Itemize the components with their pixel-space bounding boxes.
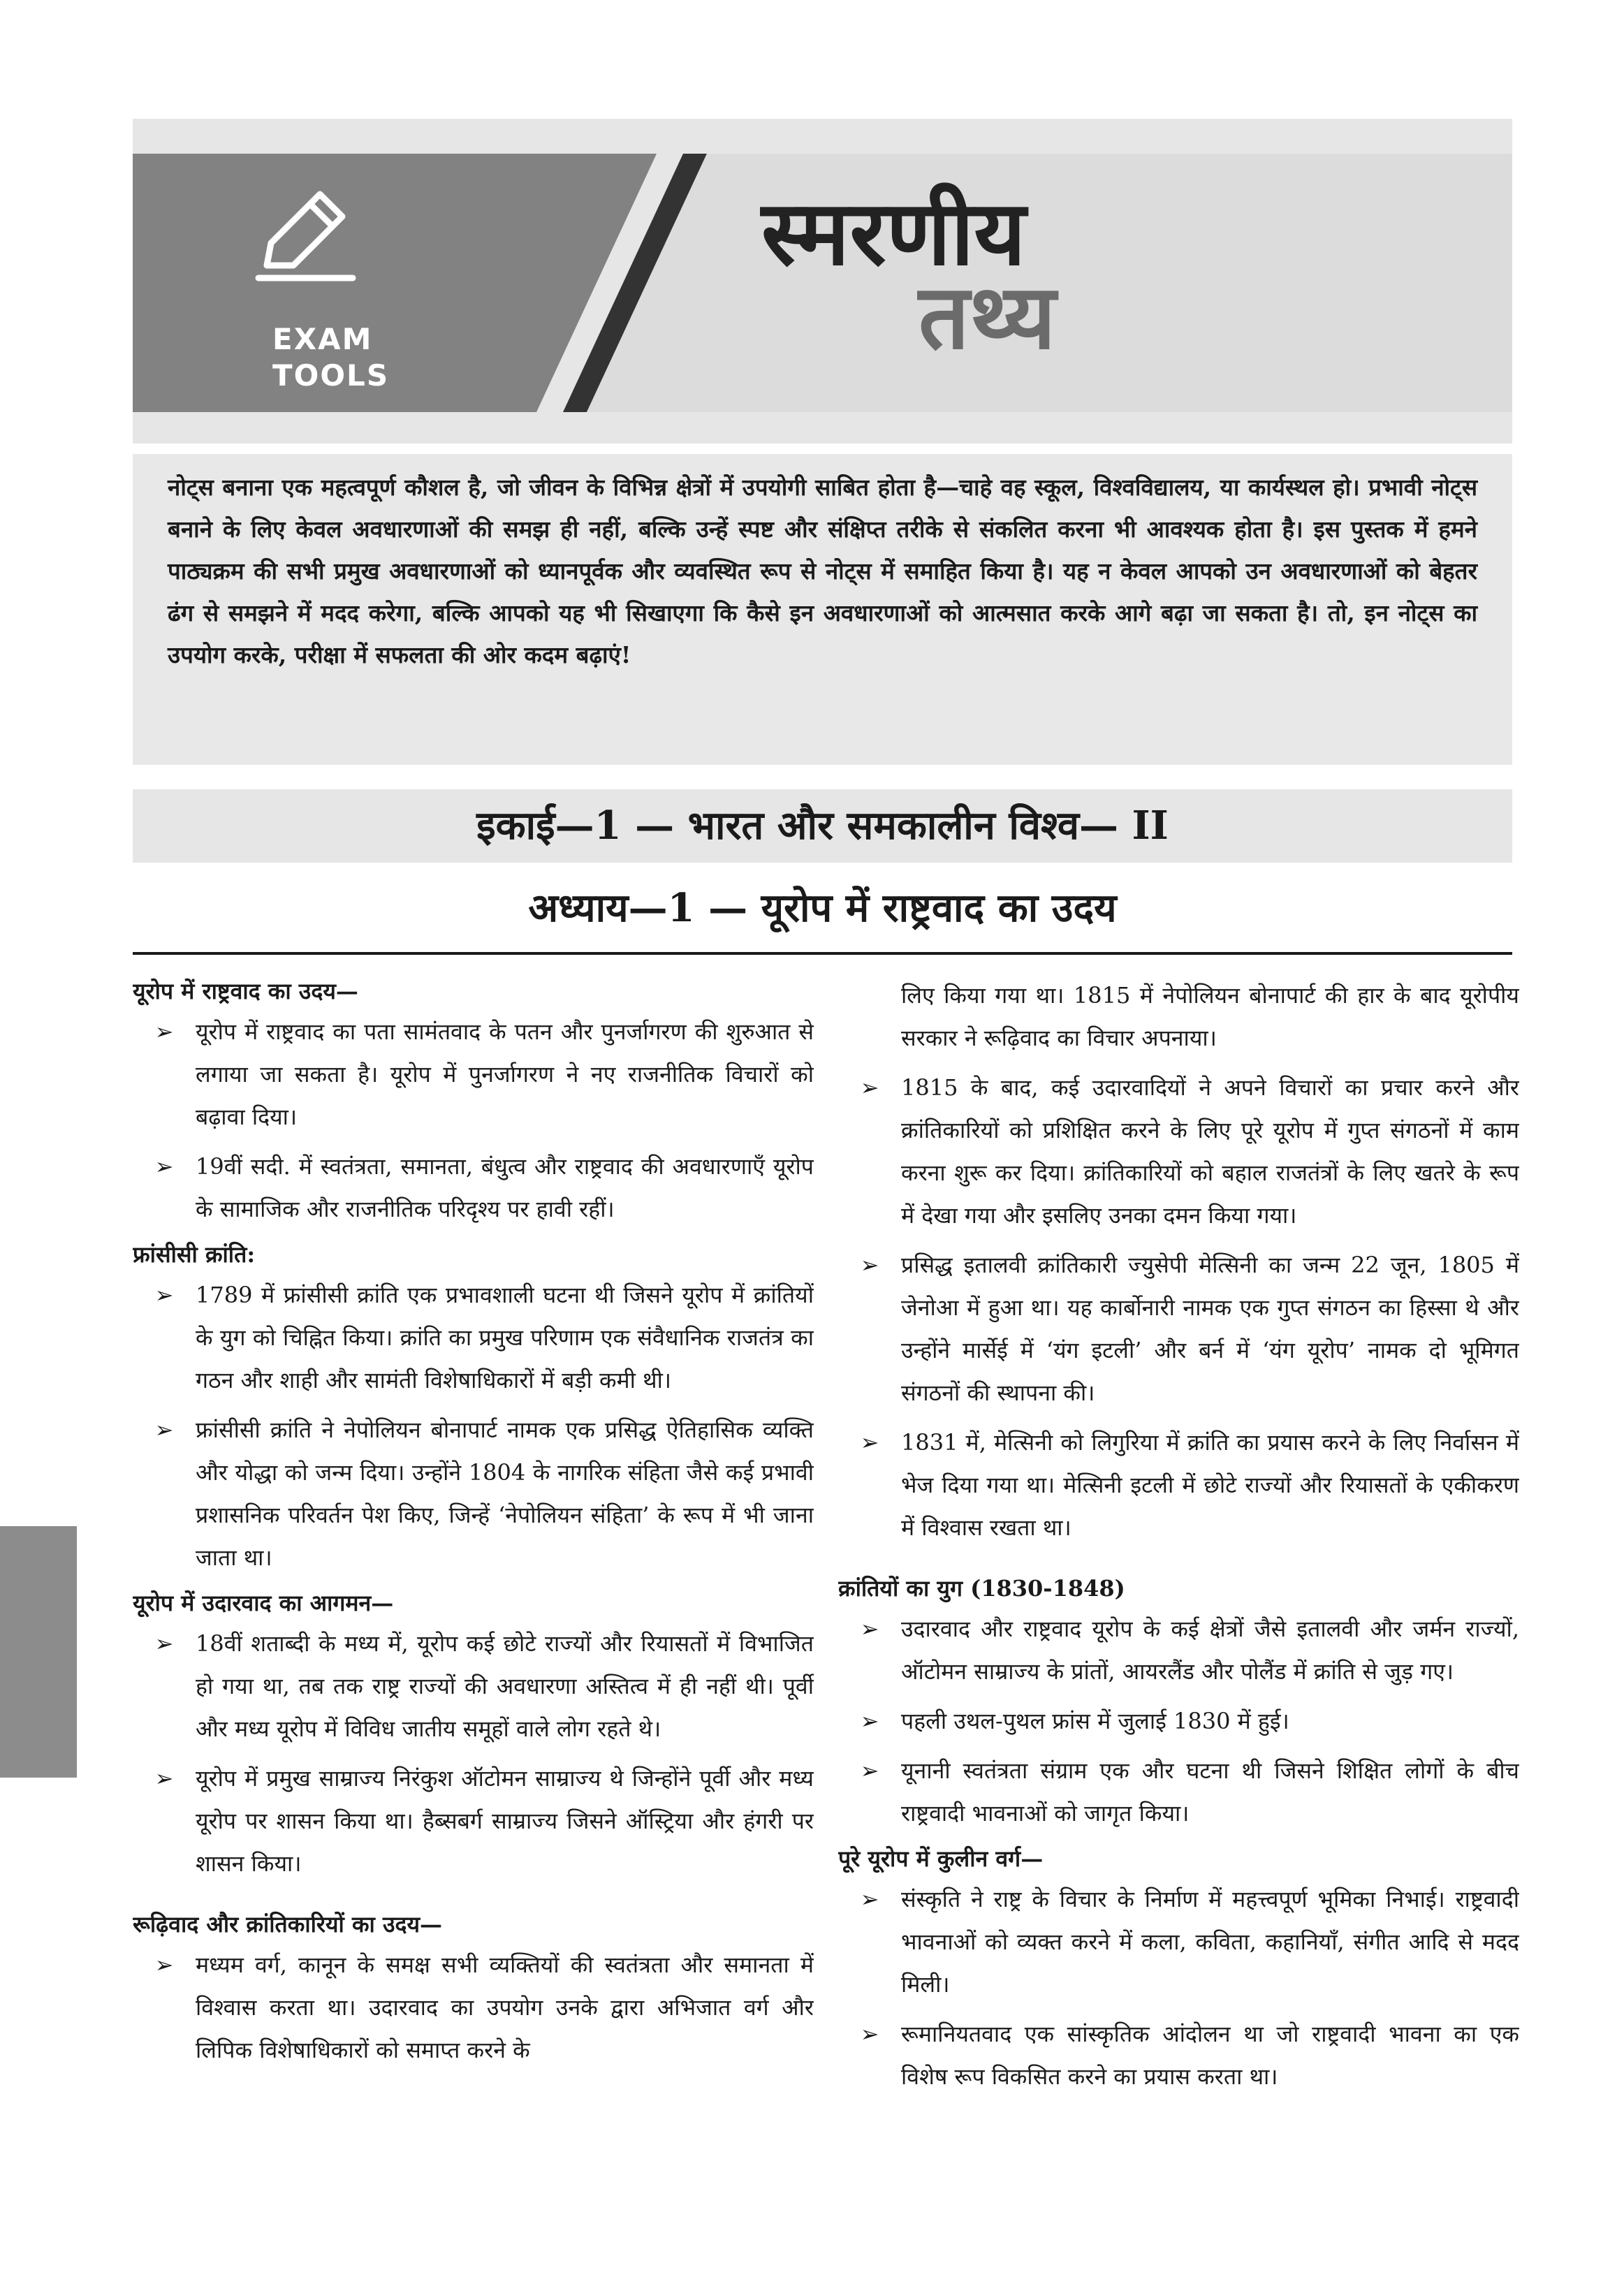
side-thumb-tab <box>0 1526 77 1778</box>
bullet-item <box>838 1244 1519 1414</box>
bullet-item <box>133 1409 814 1579</box>
spacer <box>838 1556 1519 1572</box>
page-title-line2: तथ्य <box>919 265 1056 369</box>
bullet-item <box>838 1750 1519 1835</box>
pencil-edit-icon <box>251 189 360 286</box>
bullet-text: 1789 में फ्रांसीसी क्रांति एक प्रभावशाली घटना थी जिसने यूरोप में क्रांतियों के युग को चिह्नित किया। क्रांति का प्रमुख परिणाम एक संवैधानिक राजतंत्र का गठन और शाही और सामंती विशेषाधिकारों में बड़ी कमी थी। <box>196 1282 814 1393</box>
arrow-bullet-icon: ➢ <box>860 1757 879 1784</box>
bullet-text: फ्रांसीसी क्रांति ने नेपोलियन बोनापार्ट नामक एक प्रसिद्ध ऐतिहासिक व्यक्ति और योद्धा को जन्म दिया। उन्होंने 1804 के नागरिक संहिता जैसे कई प्रभावी प्रशासनिक परिवर्तन पेश किए, जिन्हें ‘नेपोलियन संहिता’ के रूप में भी जाना जाता था। <box>196 1416 814 1571</box>
section-heading: यूरोप में उदारवाद का आगमन— <box>133 1590 394 1616</box>
arrow-bullet-icon: ➢ <box>860 1708 879 1734</box>
bullet-text: मध्यम वर्ग, कानून के समक्ष सभी व्यक्तियों की स्वतंत्रता और समानता में विश्वास करता था। उदारवाद का उपयोग उनके द्वारा अभिजात वर्ग और लिपिक विशेषाधिकारों को समाप्त करने के <box>196 1952 814 2063</box>
bullet-item <box>133 1011 814 1139</box>
bullet-item <box>133 1274 814 1402</box>
page-title-line1: स्मरणीय <box>761 182 1026 286</box>
arrow-bullet-icon: ➢ <box>154 1630 174 1657</box>
bullet-item <box>838 1067 1519 1237</box>
unit-title: इकाई—1 — भारत और समकालीन विश्व— II <box>133 789 1512 863</box>
section-heading: पूरे यूरोप में कुलीन वर्ग— <box>838 1845 1044 1872</box>
bullet-text: 19वीं सदी. में स्वतंत्रता, समानता, बंधुत्व और राष्ट्रवाद की अवधारणाएँ यूरोप के सामाजिक और राजनीतिक परिदृश्य पर हावी रहीं। <box>196 1153 814 1222</box>
continued-text: लिए किया गया था। 1815 में नेपोलियन बोनापार्ट की हार के बाद यूरोपीय सरकार ने रूढ़िवाद का विचार अपनाया। <box>901 982 1519 1051</box>
section-heading: यूरोप में राष्ट्रवाद का उदय— <box>133 978 358 1004</box>
arrow-bullet-icon: ➢ <box>154 1153 174 1180</box>
bullet-text: संस्कृति ने राष्ट्र के विचार के निर्माण में महत्त्वपूर्ण भूमिका निभाई। राष्ट्रवादी भावनाओं को व्यक्त करने में कला, कविता, कहानियाँ, संगीत आदि से मदद मिली। <box>901 1886 1519 1998</box>
arrow-bullet-icon: ➢ <box>860 1616 879 1642</box>
title-divider <box>133 952 1512 955</box>
chapter-title: अध्याय—1 — यूरोप में राष्ट्रवाद का उदय <box>528 885 1117 931</box>
bullet-text: 18वीं शताब्दी के मध्य में, यूरोप कई छोटे राज्यों और रियासतों में विभाजित हो गया था, तब तक राष्ट्र राज्यों की अवधारणा अस्तित्व में ही नहीं थी। पूर्वी और मध्य यूरोप में विविध जातीय समूहों वाले लोग रहते थे। <box>196 1630 814 1742</box>
arrow-bullet-icon: ➢ <box>154 1282 174 1308</box>
bullet-item <box>838 1421 1519 1549</box>
bullet-text: रूमानियतवाद एक सांस्कृतिक आंदोलन था जो राष्ट्रवादी भावना का एक विशेष रूप विकसित करने का प्रयास करता था। <box>901 2021 1519 2090</box>
bullet-item <box>838 2013 1519 2098</box>
left-column <box>133 974 814 2260</box>
right-column <box>838 974 1519 2260</box>
bullet-text: 1815 के बाद, कई उदारवादियों ने अपने विचारों का प्रचार करने और क्रांतिकारियों को प्रशिक्षित करने के लिए पूरे यूरोप में गुप्त संगठनों में काम करना शुरू कर दिया। क्रांतिकारियों को बहाल राजतंत्रों के लिए खतरे के रूप में देखा गया और इसलिए उनका दमन किया गया। <box>901 1074 1519 1229</box>
intro-box <box>133 454 1512 765</box>
bullet-item <box>838 1878 1519 2006</box>
header-banner <box>133 119 1512 444</box>
bullet-item <box>838 1700 1519 1743</box>
arrow-bullet-icon: ➢ <box>860 1429 879 1456</box>
arrow-bullet-icon: ➢ <box>154 1018 174 1045</box>
section-heading: रूढ़िवाद और क्रांतिकारियों का उदय— <box>133 1911 443 1938</box>
badge-line-tools: TOOLS <box>272 358 390 393</box>
arrow-bullet-icon: ➢ <box>154 1416 174 1443</box>
intro-paragraph: नोट्स बनाना एक महत्वपूर्ण कौशल है, जो जीवन के विभिन्न क्षेत्रों में उपयोगी साबित होता है—चाहे वह स्कूल, विश्वविद्यालय, या कार्यस्थल हो। प्रभावी नोट्स बनाने के लिए केवल अवधारणाओं की समझ ही नहीं, बल्कि उन्हें स्पष्ट और संक्षिप्त तरीके से संकलित करना भी आवश्यक होता है। इस पुस्तक में हमने पाठ्यक्रम की सभी प्रमुख अवधारणाओं को ध्यानपूर्वक और व्यवस्थित रूप से नोट्स में समाहित किया है। यह न केवल आपको उन अवधारणाओं को बेहतर ढंग से समझने में मदद करेगा, बल्कि आपको यह भी सिखाएगा कि कैसे इन अवधारणाओं को आत्मसात करके आगे बढ़ा जा सकता है। तो, इन नोट्स का उपयोग करके, परीक्षा में सफलता की ओर कदम बढ़ाएं! <box>168 474 1477 668</box>
arrow-bullet-icon: ➢ <box>154 1952 174 1978</box>
arrow-bullet-icon: ➢ <box>860 1252 879 1278</box>
bullet-item <box>133 1145 814 1231</box>
arrow-bullet-icon: ➢ <box>860 1074 879 1101</box>
bullet-item <box>133 1623 814 1750</box>
bullet-text: पहली उथल-पुथल फ्रांस में जुलाई 1830 में हुई। <box>901 1708 1289 1734</box>
section-heading: क्रांतियों का युग (1830-1848) <box>838 1575 1125 1602</box>
arrow-bullet-icon: ➢ <box>154 1765 174 1792</box>
arrow-bullet-icon: ➢ <box>860 2021 879 2047</box>
bullet-text: यूनानी स्वतंत्रता संग्राम एक और घटना थी जिसने शिक्षित लोगों के बीच राष्ट्रवादी भावनाओं को जागृत किया। <box>901 1757 1519 1827</box>
arrow-bullet-icon: ➢ <box>860 1886 879 1912</box>
bullet-text: यूरोप में प्रमुख साम्राज्य निरंकुश ऑटोमन साम्राज्य थे जिन्होंने पूर्वी और मध्य यूरोप पर शासन किया था। हैब्सबर्ग साम्राज्य जिसने ऑस्ट्रिया और हंगरी पर शासन किया। <box>196 1765 814 1877</box>
section-heading: फ्रांसीसी क्रांति: <box>133 1241 256 1268</box>
bullet-text: 1831 में, मेत्सिनी को लिगुरिया में क्रांति का प्रयास करने के लिए निर्वासन में भेज दिया गया था। मेत्सिनी इटली में छोटे राज्यों और रियासतों के एकीकरण में विश्वास रखता था। <box>901 1429 1519 1541</box>
bullet-item <box>838 1608 1519 1693</box>
bullet-text: उदारवाद और राष्ट्रवाद यूरोप के कई क्षेत्रों जैसे इतालवी और जर्मन राज्यों, ऑटोमन साम्राज्य के प्रांतों, आयरलैंड और पोलैंड में क्रांति से जुड़ गए। <box>901 1616 1519 1685</box>
exam-tools-badge <box>272 321 389 394</box>
bullet-text: प्रसिद्ध इतालवी क्रांतिकारी ज्युसेपी मेत्सिनी का जन्म 22 जून, 1805 में जेनोआ में हुआ था। यह कार्बोनारी नामक एक गुप्त संगठन का हिस्सा थे और उन्होंने मार्सेई में ‘यंग इटली’ और बर्न में ‘यंग यूरोप’ नामक दो भूमिगत संगठनों की स्थापना की। <box>901 1252 1519 1406</box>
bullet-text: यूरोप में राष्ट्रवाद का पता सामंतवाद के पतन और पुनर्जागरण की शुरुआत से लगाया जा सकता है। यूरोप में पुनर्जागरण ने नए राजनीतिक विचारों को बढ़ावा दिया। <box>196 1018 814 1130</box>
bullet-item <box>133 1944 814 2072</box>
badge-line-exam: EXAM <box>272 322 373 356</box>
bullet-item <box>133 1757 814 1885</box>
spacer <box>133 1892 814 1908</box>
